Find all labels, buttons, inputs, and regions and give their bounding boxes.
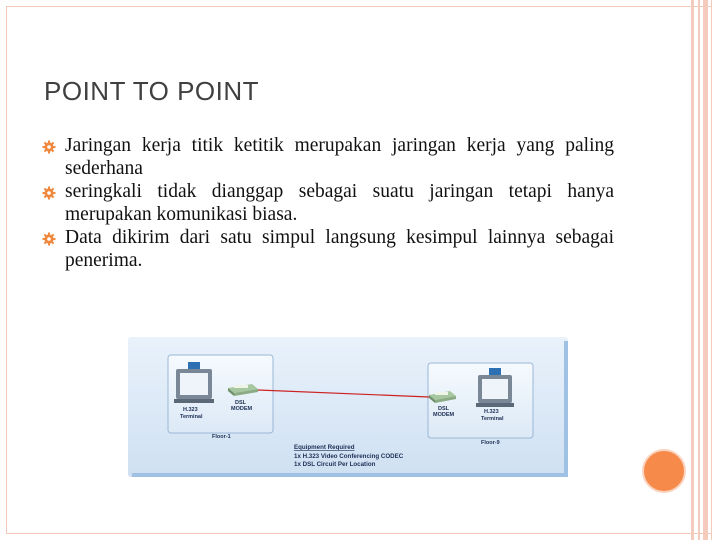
left-terminal-label-2: Terminal	[180, 414, 203, 420]
right-terminal-label-1: H.323	[484, 409, 499, 415]
left-modem-label-2: MODEM	[231, 406, 253, 412]
slide-title: POINT TO POINT	[44, 76, 260, 106]
equipment-title: Equipment Required	[294, 444, 355, 451]
bullet-text: Data dikirim dari satu simpul langsung kesimpul lainnya sebagai penerima.	[65, 227, 614, 271]
gear-bullet-icon	[42, 186, 56, 200]
equipment-item: 1x H.323 Video Conferencing CODEC	[294, 453, 404, 460]
equipment-item: 1x DSL Circuit Per Location	[294, 461, 376, 468]
bullet-text: Jaringan kerja titik ketitik merupakan jaringan kerja yang paling sederhana	[65, 135, 614, 179]
bullet-list	[42, 134, 614, 272]
left-terminal-label-1: H.323	[183, 407, 198, 413]
bullet-text: seringkali tidak dianggap sebagai suatu jaringan tetapi hanya merupakan komunikasi biasa.	[65, 181, 614, 225]
right-floor-label: Floor-9	[481, 440, 500, 446]
decorative-orange-circle	[642, 449, 686, 493]
gear-bullet-icon	[42, 232, 56, 246]
diagram-shadow-bottom	[132, 473, 568, 477]
right-modem-label-1: DSL	[438, 406, 449, 412]
left-modem-label-1: DSL	[235, 400, 246, 406]
network-diagram	[128, 337, 568, 477]
right-terminal-label-2: Terminal	[481, 416, 504, 422]
decorative-right-bars	[680, 0, 720, 540]
left-floor-label: Floor-1	[212, 434, 231, 440]
bullet-item	[42, 226, 614, 272]
diagram-shadow-right	[564, 341, 568, 477]
gear-bullet-icon	[42, 140, 56, 154]
right-modem-label-2: MODEM	[433, 412, 455, 418]
bullet-item	[42, 180, 614, 226]
bullet-item	[42, 134, 614, 180]
